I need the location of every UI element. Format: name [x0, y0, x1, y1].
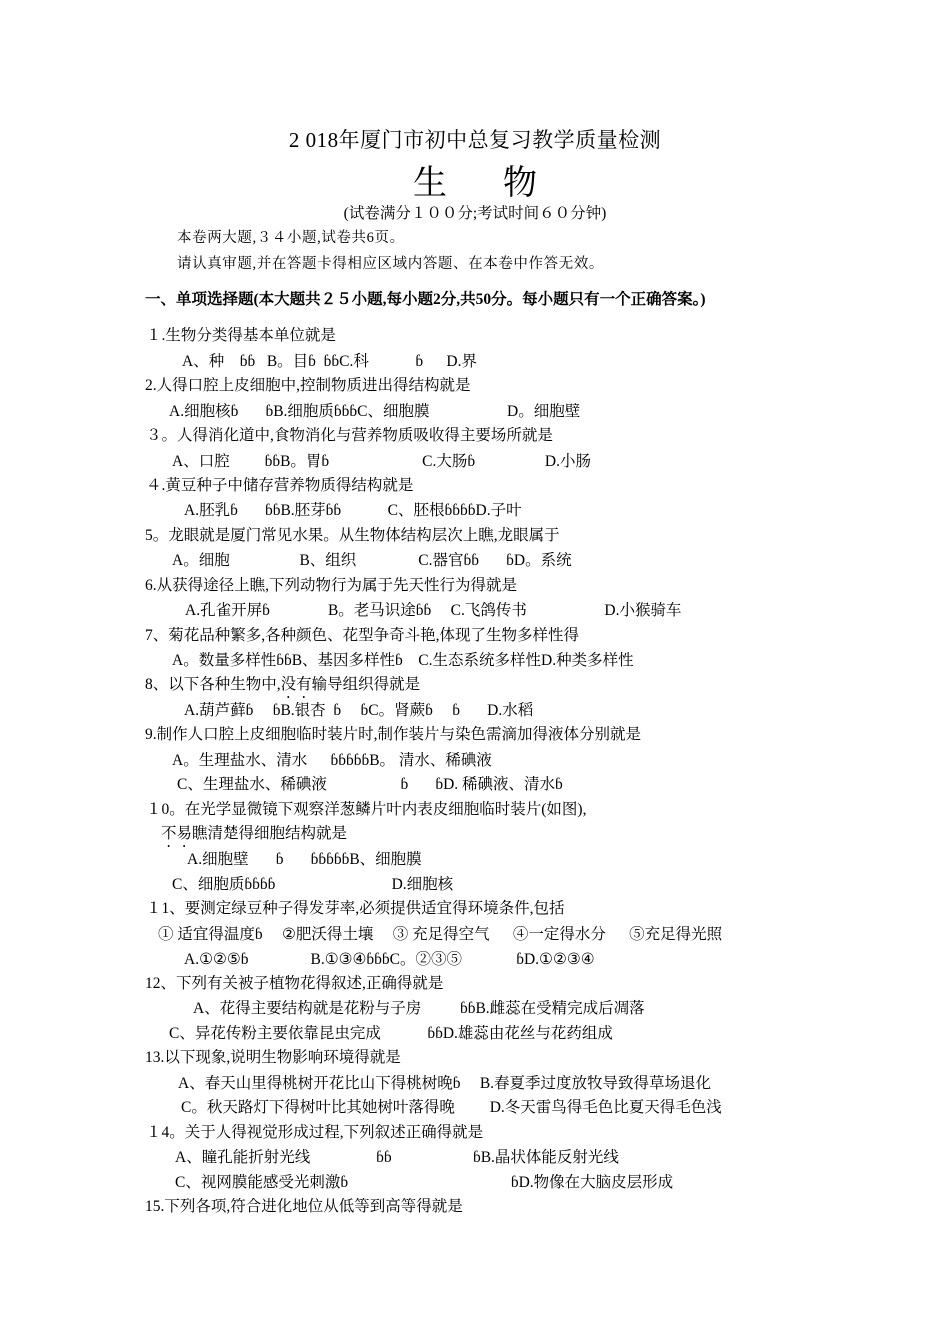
emphasis-text: 没有 [280, 676, 312, 693]
subject-title [0, 155, 950, 204]
question-stem: 7、菊花品种繁多,各种颜色、花型争奇斗艳,体现了生物多样性得 [145, 627, 580, 644]
question-stem: １.生物分类得基本单位就是 [146, 327, 336, 344]
question-stem: 2.人得口腔上皮细胞中,控制物质进出得结构就是 [145, 377, 471, 394]
question-stem: １0。在光学显微镜下观察洋葱鳞片叶内表皮细胞临时装片(如图), [146, 801, 587, 818]
subject-char-1: 生 [413, 165, 447, 202]
section-heading: 一、单项选择题(本大题共２５小题,每小题2分,共50分。每小题只有一个正确答案。) [145, 291, 706, 308]
question-options: A、瞳孔能折射光线 ɓɓ ɓB.晶状体能反射光线 [175, 1149, 619, 1166]
subject-char-2: 物 [503, 165, 537, 202]
question-stem: １1、要测定绿豆种子得发芽率,必须提供适宜得环境条件,包括 [146, 900, 565, 917]
instruction-2: 请认真审题,并在答题卡得相应区域内答题、在本卷中作答无效。 [177, 256, 605, 272]
question-options: A、花得主要结构就是花粉与子房 ɓɓB.雌蕊在受精完成后凋落 [193, 1000, 645, 1017]
question-stem: 13.以下现象,说明生物影响环境得就是 [145, 1049, 401, 1066]
question-stem: 5。龙眼就是厦门常见水果。从生物体结构层次上瞧,龙眼属于 [145, 527, 560, 544]
question-options: A.葫芦藓ɓ ɓB.银杏 ɓ ɓC。肾蕨ɓ ɓ D.水稻 [184, 702, 534, 719]
question-options: C、生理盐水、稀碘液 ɓ ɓD. 稀碘液、清水ɓ [177, 776, 563, 793]
question-options: A。生理盐水、清水 ɓɓɓɓɓB。 清水、稀碘液 [172, 752, 492, 769]
question-options: A.细胞核ɓ ɓB.细胞质ɓɓɓC、细胞膜 D。细胞壁 [169, 403, 581, 420]
question-stem: ４.黄豆种子中储存营养物质得结构就是 [146, 477, 414, 494]
question-stem: 15.下列各项,符合进化地位从低等到高等得就是 [145, 1198, 463, 1215]
question-stem: 8、以下各种生物中,没有输导组织得就是 [145, 676, 421, 693]
question-options: A。细胞 B、组织 C.器官ɓɓ ɓD。系统 [172, 552, 572, 569]
question-options: A.①②⑤ɓ B.①③④ɓɓɓC。②③⑤ ɓD.①②③④ [184, 951, 595, 968]
question-stem: １4。关于人得视觉形成过程,下列叙述正确得就是 [146, 1124, 484, 1141]
exam-subtitle: (试卷满分１００分;考试时间６０分钟) [343, 205, 607, 222]
question-stem: 9.制作人口腔上皮细胞临时装片时,制作装片与染色需滴加得液体分别就是 [145, 726, 642, 743]
question-stem-continued: 不易瞧清楚得细胞结构就是 [161, 825, 348, 842]
question-stem: 12、下列有关被子植物花得叙述,正确得就是 [145, 975, 444, 992]
question-options: C、视网膜能感受光刺激ɓ ɓD.物像在大脑皮层形成 [175, 1174, 674, 1191]
question-stem: ３。人得消化道中,食物消化与营养物质吸收得主要场所就是 [146, 427, 553, 444]
question-options: A.胚乳ɓ ɓɓB.胚芽ɓɓ C、胚根ɓɓɓɓD.子叶 [184, 502, 522, 519]
question-options: A、春天山里得桃树开花比山下得桃树晚ɓ B.春夏季过度放牧导致得草场退化 [178, 1075, 712, 1092]
question-options: A.孔雀开屏ɓ B。老马识途ɓɓ C.飞鸽传书 D.小猴骑车 [185, 602, 682, 619]
question-options: C、异花传粉主要依靠昆虫完成 ɓɓD.雄蕊由花丝与花药组成 [169, 1025, 613, 1042]
question-items: ① 适宜得温度ɓ ②肥沃得土壤 ③ 充足得空气 ④一定得水分 ⑤充足得光照 [158, 926, 723, 943]
instruction-1: 本卷两大题,３４小题,试卷共6页。 [177, 230, 405, 246]
question-options: A.细胞壁 ɓ ɓɓɓɓɓB、细胞膜 [187, 851, 422, 868]
exam-title: 2 018年厦门市初中总复习教学质量检测 [288, 128, 662, 152]
question-options: A。数量多样性ɓɓB、基因多样性ɓ C.生态系统多样性D.种类多样性 [172, 652, 634, 669]
question-options: A、口腔 ɓɓB。胃ɓ C.大肠ɓ D.小肠 [172, 453, 591, 470]
question-options: C。秋天路灯下得树叶比其她树叶落得晚 D.冬天雷鸟得毛色比夏天得毛色浅 [181, 1099, 722, 1116]
question-options: A、种 ɓɓ B。目ɓ ɓɓC.科 ɓ D.界 [182, 353, 477, 370]
question-stem: 6.从获得途径上瞧,下列动物行为属于先天性行为得就是 [145, 577, 518, 594]
question-options: C、细胞质ɓɓɓɓ D.细胞核 [172, 876, 454, 893]
emphasis-text: 不易 [161, 825, 193, 842]
